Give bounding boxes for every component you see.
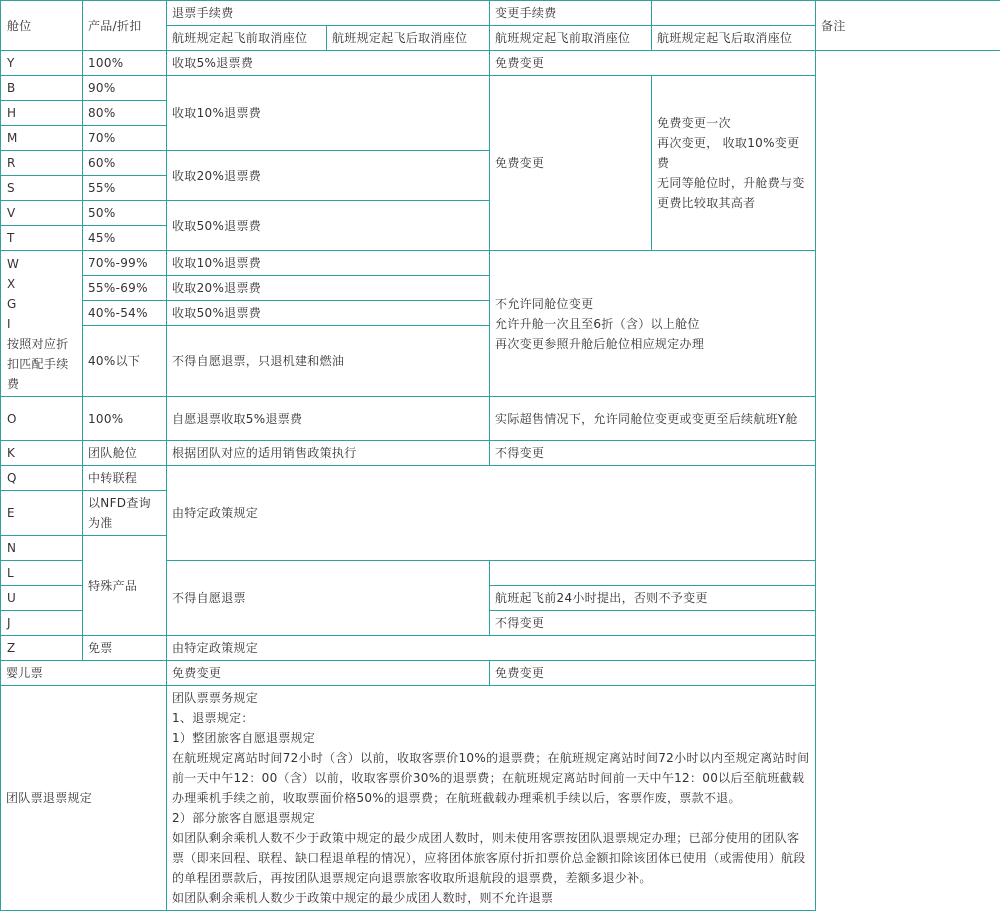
product-wxgi-4: 40%以下 xyxy=(83,326,167,397)
product-m: 70% xyxy=(83,126,167,151)
product-z: 免票 xyxy=(83,636,167,661)
cabin-v: V xyxy=(1,201,83,226)
product-wxgi-3: 40%-54% xyxy=(83,301,167,326)
product-s: 55% xyxy=(83,176,167,201)
change-l xyxy=(490,561,816,586)
refund-luj: 不得自愿退票 xyxy=(167,561,490,636)
change-k: 不得变更 xyxy=(490,441,816,466)
product-b: 90% xyxy=(83,76,167,101)
cabin-j: J xyxy=(1,611,83,636)
cabin-n: N xyxy=(1,536,83,561)
infant-label: 婴儿票 xyxy=(1,661,167,686)
product-y: 100% xyxy=(83,51,167,76)
refund-change-qen: 由特定政策规定 xyxy=(167,466,816,561)
product-o: 100% xyxy=(83,397,167,441)
refund-wxgi-3: 收取50%退票费 xyxy=(167,301,490,326)
cabin-b: B xyxy=(1,76,83,101)
refund-wxgi-4: 不得自愿退票，只退机建和燃油 xyxy=(167,326,490,397)
cabin-t: T xyxy=(1,226,83,251)
change-y: 免费变更 xyxy=(490,51,816,76)
remarks-area xyxy=(816,51,1000,911)
cabin-u: U xyxy=(1,586,83,611)
product-t: 45% xyxy=(83,226,167,251)
change-o: 实际超售情况下，允许同舱位变更或变更至后续航班Y舱 xyxy=(490,397,816,441)
product-q: 中转联程 xyxy=(83,466,167,491)
refund-wxgi-2: 收取20%退票费 xyxy=(167,276,490,301)
product-v: 50% xyxy=(83,201,167,226)
product-k: 团队舱位 xyxy=(83,441,167,466)
header-change-fee: 变更手续费 xyxy=(490,1,652,26)
header-remarks: 备注 xyxy=(816,1,1000,51)
change-u: 航班起飞前24小时提出，否则不予变更 xyxy=(490,586,816,611)
refund-wxgi-1: 收取10%退票费 xyxy=(167,251,490,276)
cabin-l: L xyxy=(1,561,83,586)
cabin-o: O xyxy=(1,397,83,441)
cabin-q: Q xyxy=(1,466,83,491)
change-after-b-to-t: 免费变更一次 再次变更， 收取10%变更费 无同等舱位时，升舱费与变更费比较取其高者 xyxy=(652,76,816,251)
cabin-e: E xyxy=(1,491,83,536)
refund-k: 根据团队对应的适用销售政策执行 xyxy=(167,441,490,466)
refund-rs: 收取20%退票费 xyxy=(167,151,490,201)
header-refund-fee: 退票手续费 xyxy=(167,1,490,26)
product-wxgi-1: 70%-99% xyxy=(83,251,167,276)
product-h: 80% xyxy=(83,101,167,126)
change-before-departure: 航班规定起飞前取消座位 xyxy=(490,26,652,51)
product-nlu-j: 特殊产品 xyxy=(83,536,167,636)
cabin-h: H xyxy=(1,101,83,126)
group-refund-rules: 团队票票务规定 1、退票规定： 1）整团旅客自愿退票规定 在航班规定离站时间72小时（含）以前，收取客票价10%的退票费；在航班规定离站时间72小时以内至规定离站时间前一天中午12：00（含）以前，收取客票价30%的退票费；在航班规定离站时间前一天中午12：00以后至航班截载办理乘机手续之前，收取票面价格50%的退票费；在航班截载办理乘机手续以后，客票作废，票款不退。 2）部分旅客自愿退票规定 如团队剩余乘机人数不少于政策中规定的最少成团人数时，则未使用客票按团队退票规定办理；已部分使用的团队客票（即来回程、联程、缺口程退单程的情况），应将团体旅客原付折扣票价总金额扣除该团体已使用（或需使用）航段的单程团票款后，再按团队退票规定向退票旅客收取所退航段的退票费，差额多退少补。 如团队剩余乘机人数少于政策中规定的最少成团人数时，则不允许退票 xyxy=(167,686,816,911)
header-product: 产品/折扣 xyxy=(83,1,167,51)
product-r: 60% xyxy=(83,151,167,176)
cabin-m: M xyxy=(1,126,83,151)
refund-o: 自愿退票收取5%退票费 xyxy=(167,397,490,441)
refund-before-departure: 航班规定起飞前取消座位 xyxy=(167,26,327,51)
header-blank xyxy=(652,1,816,26)
cabin-r: R xyxy=(1,151,83,176)
infant-change: 免费变更 xyxy=(490,661,816,686)
cabin-wxgi: W X G I 按照对应折扣匹配手续费 xyxy=(1,251,83,397)
header-cabin: 舱位 xyxy=(1,1,83,51)
group-refund-label: 团队票退票规定 xyxy=(1,686,167,911)
change-j: 不得变更 xyxy=(490,611,816,636)
refund-vt: 收取50%退票费 xyxy=(167,201,490,251)
cabin-z: Z xyxy=(1,636,83,661)
refund-y: 收取5%退票费 xyxy=(167,51,490,76)
change-wxgi: 不允许同舱位变更 允许升舱一次且至6折（含）以上舱位 再次变更参照升舱后舱位相应规定办理 xyxy=(490,251,816,397)
refund-after-departure: 航班规定起飞后取消座位 xyxy=(327,26,490,51)
infant-refund: 免费变更 xyxy=(167,661,490,686)
refund-bhm: 收取10%退票费 xyxy=(167,76,490,151)
product-wxgi-2: 55%-69% xyxy=(83,276,167,301)
change-b-to-t: 免费变更 xyxy=(490,76,652,251)
product-e: 以NFD查询为准 xyxy=(83,491,167,536)
cabin-y: Y xyxy=(1,51,83,76)
change-after-departure: 航班规定起飞后取消座位 xyxy=(652,26,816,51)
cabin-s: S xyxy=(1,176,83,201)
cabin-k: K xyxy=(1,441,83,466)
refund-change-z: 由特定政策规定 xyxy=(167,636,816,661)
